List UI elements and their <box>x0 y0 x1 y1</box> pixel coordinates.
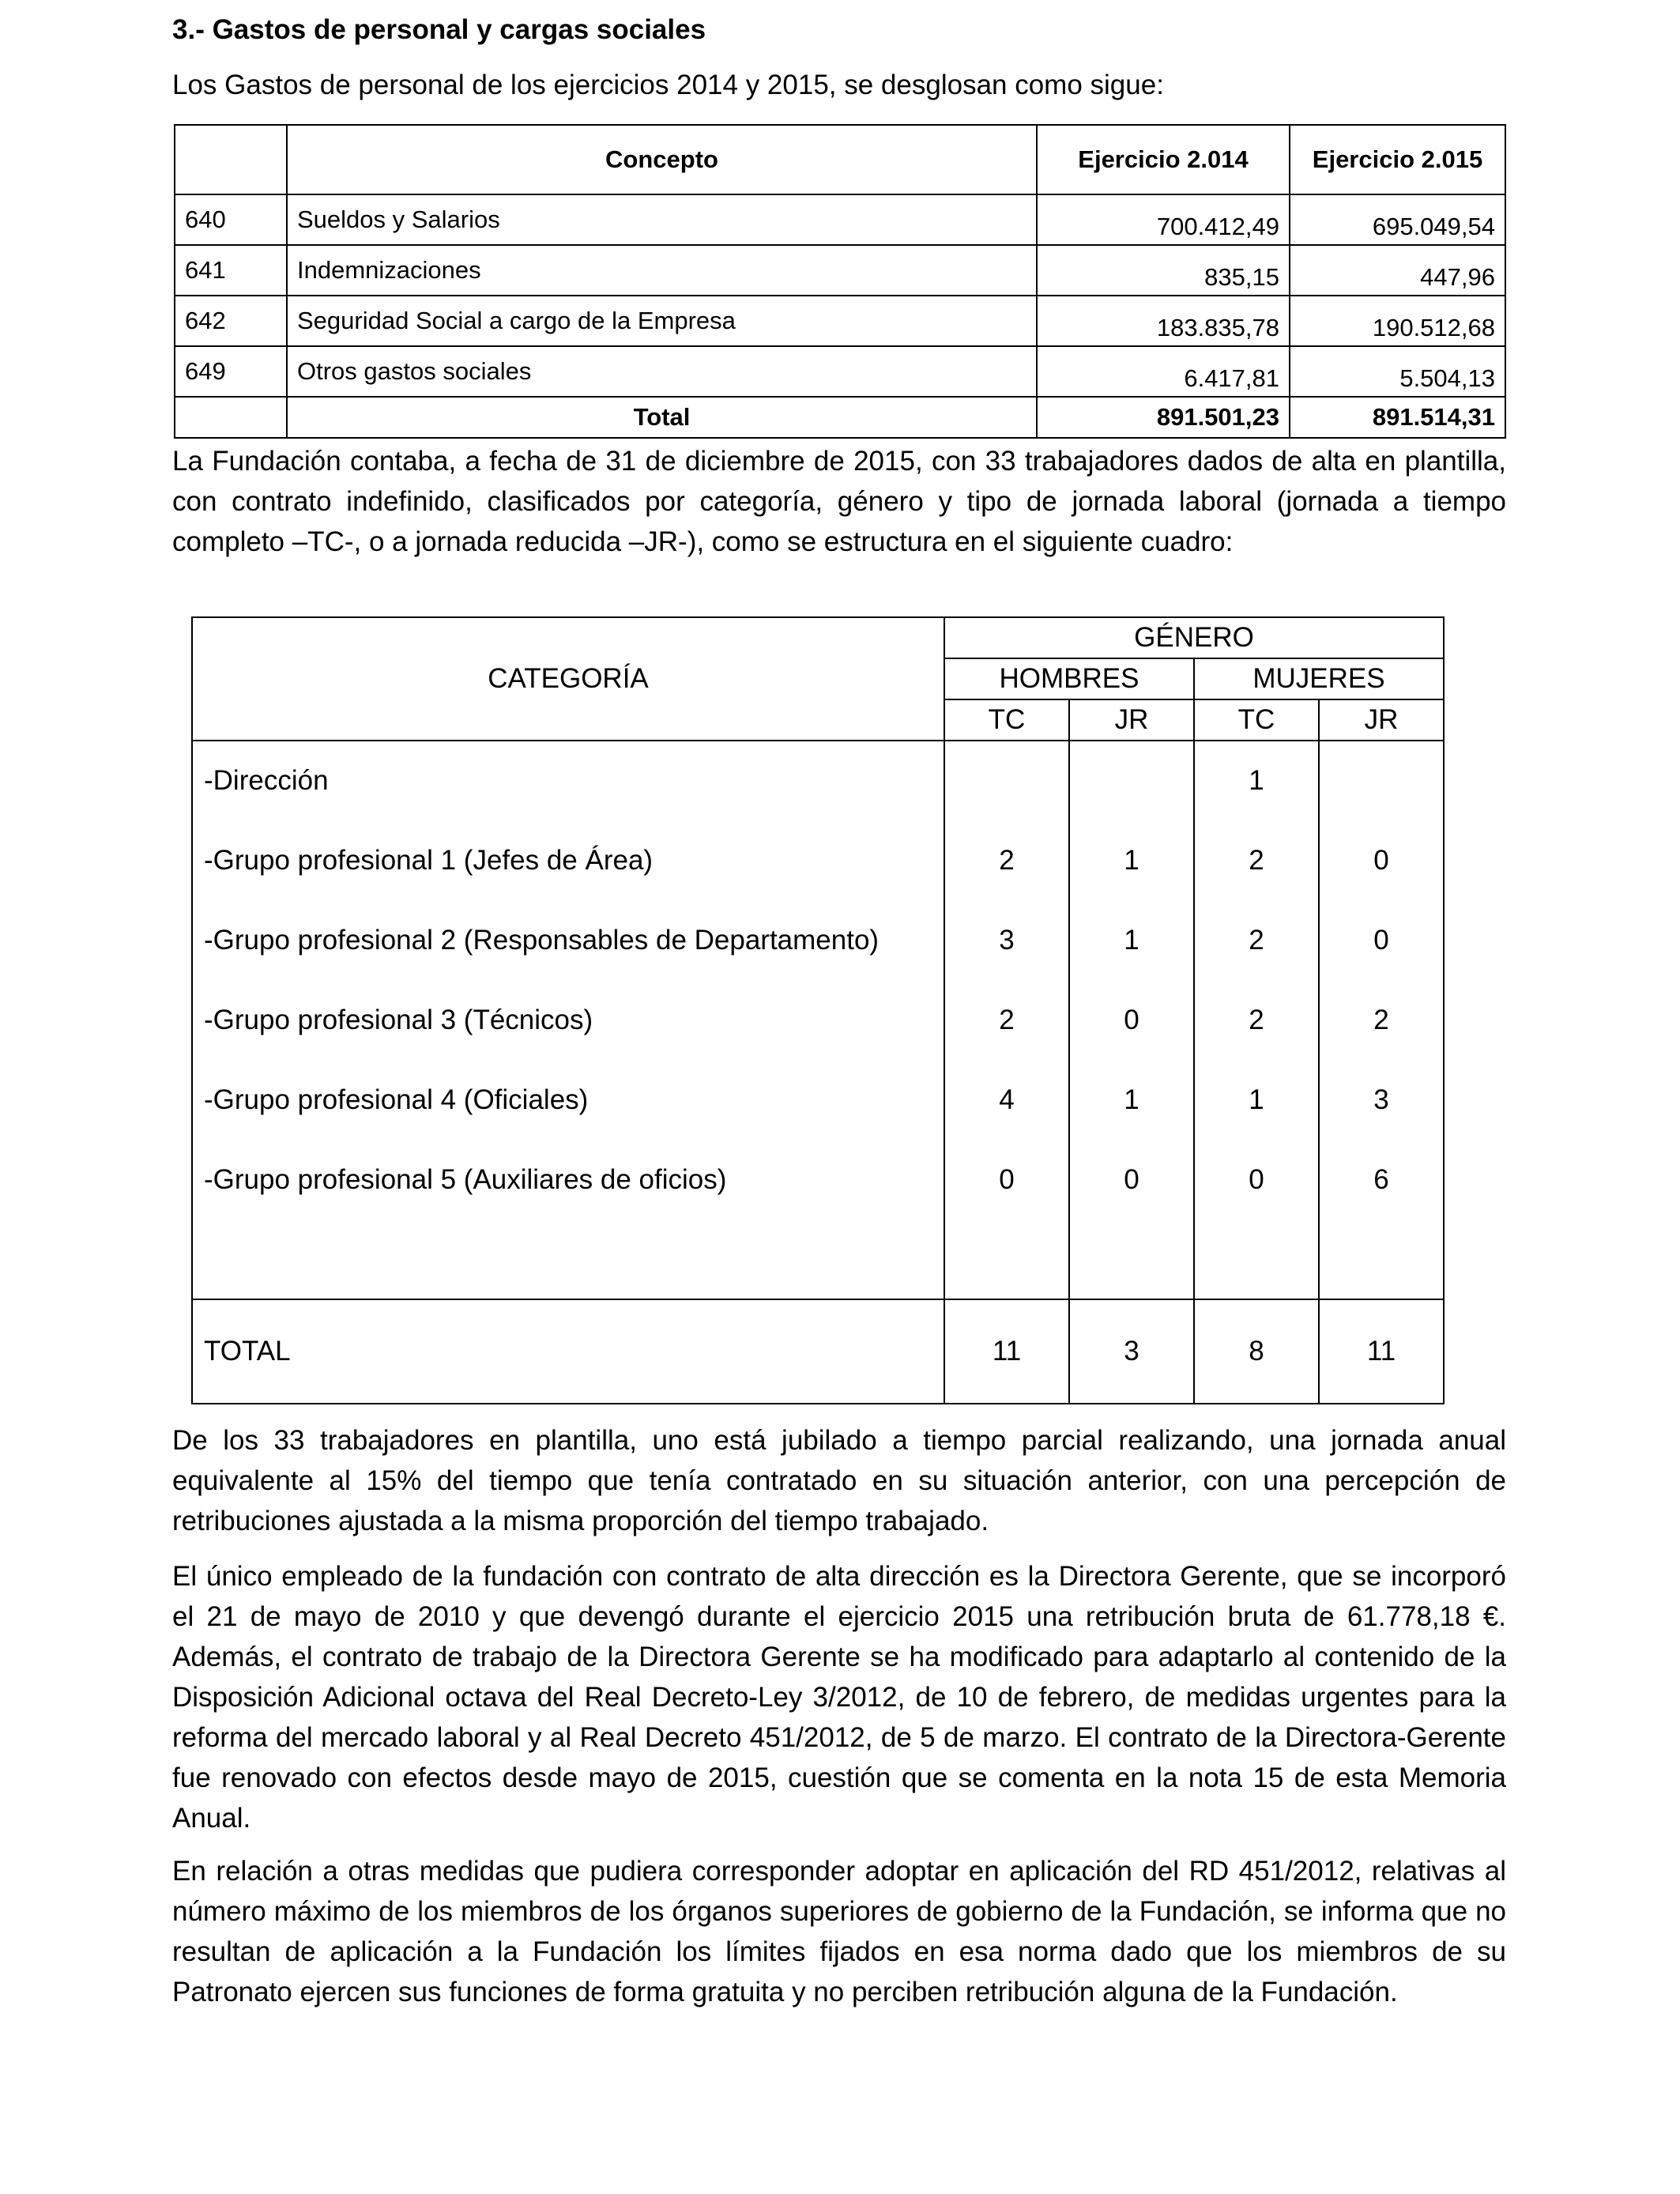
women-tc-cell: 1 <box>1194 741 1319 820</box>
table-row <box>175 346 1505 397</box>
concept-cell: Seguridad Social a cargo de la Empresa <box>287 296 1037 346</box>
table-row <box>192 1140 1444 1220</box>
women-jr-cell: 0 <box>1319 820 1444 900</box>
women-jr-cell: 0 <box>1319 900 1444 980</box>
table-row <box>192 741 1444 820</box>
men-jr-total: 3 <box>1069 1299 1194 1404</box>
women-header: MUJERES <box>1194 658 1444 699</box>
value-2015: 190.512,68 <box>1290 296 1505 346</box>
concept-cell: Sueldos y Salarios <box>287 194 1037 245</box>
men-header: HOMBRES <box>944 658 1194 699</box>
women-tc-total: 8 <box>1194 1299 1319 1404</box>
account-code: 640 <box>175 194 287 245</box>
intro-paragraph: Los Gastos de personal de los ejercicios 2014 y 2015, se desglosan como sigue: <box>172 70 1164 100</box>
concept-cell: Indemnizaciones <box>287 245 1037 296</box>
women-tc-cell: 0 <box>1194 1140 1319 1220</box>
total-2014: 891.501,23 <box>1037 397 1290 438</box>
table-row <box>192 980 1444 1060</box>
senior-management-paragraph: El único empleado de la fundación con contrato de alta dirección es la Directora Gerente, que se incorporó el 21 de mayo de 2010 y que devengó durante el ejercicio 2015 una retribución bruta de 61.778,18 €. Además, el contrato de trabajo de la Directora Gerente se ha modificado para adaptarlo al contenido de la Disposición Adicional octava del Real Decreto-Ley 3/2012, de 10 de febrero, de medidas urgentes para la reforma del mercado laboral y al Real Decreto 451/2012, de 5 de marzo. El contrato de la Directora-Gerente fue renovado con efectos desde mayo de 2015, cuestión que se comenta en la nota 15 de esta Memoria Anual. <box>172 1561 1506 1834</box>
category-cell: -Grupo profesional 2 (Responsables de Departamento) <box>192 900 944 980</box>
expenses-header-row <box>175 125 1505 194</box>
staff-intro-paragraph: La Fundación contaba, a fecha de 31 de diciembre de 2015, con 33 trabajadores dados de alta en plantilla, con contrato indefinido, clasificados por categoría, género y tipo de jornada laboral (jornada a tiempo completo –TC-, o a jornada reducida –JR-), como se estructura en el siguiente cuadro: <box>172 446 1506 557</box>
category-cell: -Dirección <box>192 741 944 820</box>
men-jr-cell: 1 <box>1069 820 1194 900</box>
total-label: TOTAL <box>192 1299 944 1404</box>
category-header: CATEGORÍA <box>192 617 944 741</box>
women-jr-cell: 3 <box>1319 1060 1444 1140</box>
header-concept: Concepto <box>287 125 1037 194</box>
value-2015: 447,96 <box>1290 245 1505 296</box>
account-code: 642 <box>175 296 287 346</box>
total-code-cell <box>175 397 287 438</box>
value-2015: 695.049,54 <box>1290 194 1505 245</box>
table-row <box>175 194 1505 245</box>
men-tc-cell: 4 <box>944 1060 1069 1140</box>
table-row <box>192 1060 1444 1140</box>
account-code: 649 <box>175 346 287 397</box>
category-cell: -Grupo profesional 1 (Jefes de Área) <box>192 820 944 900</box>
value-2014: 700.412,49 <box>1037 194 1290 245</box>
men-jr-header: JR <box>1069 699 1194 741</box>
total-row <box>192 1299 1444 1404</box>
women-tc-header: TC <box>1194 699 1319 741</box>
women-tc-cell: 1 <box>1194 1060 1319 1140</box>
men-tc-cell: 3 <box>944 900 1069 980</box>
women-jr-cell: 6 <box>1319 1140 1444 1220</box>
men-tc-header: TC <box>944 699 1069 741</box>
account-code: 641 <box>175 245 287 296</box>
men-tc-cell <box>944 741 1069 820</box>
women-jr-total: 11 <box>1319 1299 1444 1404</box>
value-2014: 183.835,78 <box>1037 296 1290 346</box>
value-2014: 835,15 <box>1037 245 1290 296</box>
women-jr-header: JR <box>1319 699 1444 741</box>
header-year-2014: Ejercicio 2.014 <box>1037 125 1290 194</box>
men-jr-cell: 0 <box>1069 980 1194 1060</box>
staff-by-category-table <box>191 616 1445 1404</box>
men-tc-cell: 2 <box>944 980 1069 1060</box>
men-tc-total: 11 <box>944 1299 1069 1404</box>
value-2014: 6.417,81 <box>1037 346 1290 397</box>
table-row <box>192 820 1444 900</box>
value-2015: 5.504,13 <box>1290 346 1505 397</box>
gender-header: GÉNERO <box>944 617 1444 658</box>
governing-bodies-paragraph: En relación a otras medidas que pudiera corresponder adoptar en aplicación del RD 451/2012, relativas al número máximo de los miembros de los órganos superiores de gobierno de la Fundación, se informa que no resultan de aplicación a la Fundación los límites fijados en esa norma dado que los miembros de su Patronato ejercen sus funciones de forma gratuita y no perciben retribución alguna de la Fundación. <box>172 1856 1506 2007</box>
section-title: 3.- Gastos de personal y cargas sociales <box>172 14 706 45</box>
personnel-expenses-table <box>174 124 1506 439</box>
women-tc-cell: 2 <box>1194 900 1319 980</box>
category-cell: -Grupo profesional 3 (Técnicos) <box>192 980 944 1060</box>
women-tc-cell: 2 <box>1194 980 1319 1060</box>
header-year-2015: Ejercicio 2.015 <box>1290 125 1505 194</box>
men-jr-cell: 1 <box>1069 1060 1194 1140</box>
concept-cell: Otros gastos sociales <box>287 346 1037 397</box>
category-cell: -Grupo profesional 4 (Oficiales) <box>192 1060 944 1140</box>
table-row <box>175 245 1505 296</box>
women-jr-cell <box>1319 741 1444 820</box>
men-jr-cell: 1 <box>1069 900 1194 980</box>
men-jr-cell <box>1069 741 1194 820</box>
table-row <box>192 900 1444 980</box>
total-row <box>175 397 1505 438</box>
men-jr-cell: 0 <box>1069 1140 1194 1220</box>
men-tc-cell: 0 <box>944 1140 1069 1220</box>
part-time-retiree-paragraph: De los 33 trabajadores en plantilla, uno está jubilado a tiempo parcial realizando, una jornada anual equivalente al 15% del tiempo que tenía contratado en su situación anterior, con una percepción de retribuciones ajustada a la misma proporción del tiempo trabajado. <box>172 1425 1506 1536</box>
header-code <box>175 125 287 194</box>
men-tc-cell: 2 <box>944 820 1069 900</box>
women-tc-cell: 2 <box>1194 820 1319 900</box>
women-jr-cell: 2 <box>1319 980 1444 1060</box>
total-label: Total <box>287 397 1037 438</box>
spacer-row <box>192 1220 1444 1299</box>
total-2015: 891.514,31 <box>1290 397 1505 438</box>
table-row <box>175 296 1505 346</box>
category-cell: -Grupo profesional 5 (Auxiliares de oficios) <box>192 1140 944 1220</box>
